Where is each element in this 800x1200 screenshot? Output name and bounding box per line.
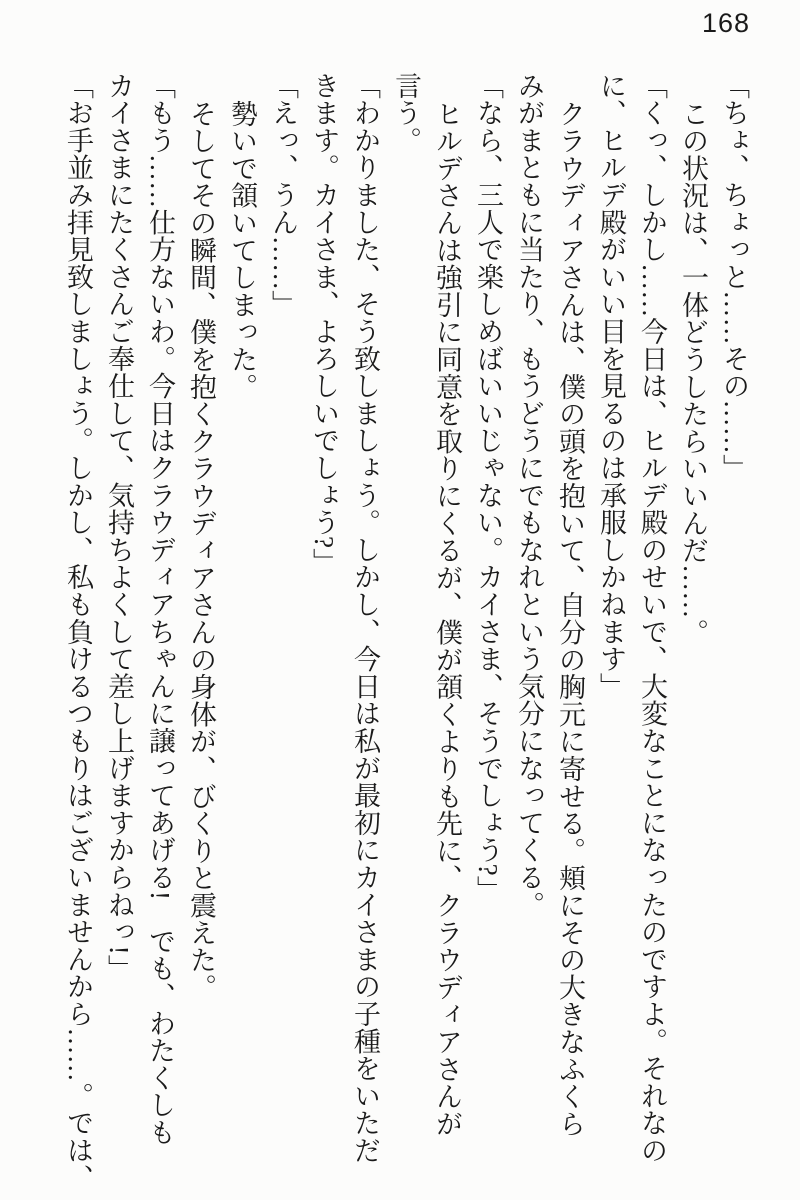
page-number: 168	[701, 8, 750, 38]
paragraph-dialogue: 「なら、三人で楽しめばいいじゃない。カイさま、そうでしょう?」	[473, 72, 503, 904]
paragraph-dialogue: 「えっ、うん……」	[268, 72, 298, 318]
paragraph-dialogue: 「ちょ、ちょっと……その……」	[719, 72, 749, 482]
paragraph-dialogue: 「わかりました、そう致しましょう。しかし、今日は私が最初にカイさまの子種をいただきます。カイさま、よろしいでしょう?」	[309, 72, 380, 1164]
paragraph-narration: この状況は、一体どうしたらいいんだ……。	[678, 99, 708, 646]
paragraph-narration: クラウディアさんは、僕の頭を抱いて、自分の胸元に寄せる。頬にその大きなふくらみがまともに当たり、もうどうにでもなれという気分になってくる。	[514, 72, 585, 1137]
paragraph-narration: 勢いで頷いてしまった。	[227, 99, 257, 400]
paragraph-dialogue: 「もう……仕方ないわ。今日はクラウディアちゃんに譲ってあげる! でも、わたくしもカイさまにたくさんご奉仕して、気持ちよくして差し上げますからねっ!」	[104, 72, 175, 1146]
paragraph-narration: ヒルデさんは強引に同意を取りにくるが、僕が頷くよりも先に、クラウディアさんが言う。	[391, 72, 462, 1137]
main-text-block	[57, 72, 754, 1194]
paragraph-dialogue: 「お手並み拝見致しましょう。しかし、私も負けるつもりはございませんから……。では、	[63, 72, 93, 1192]
paragraph-narration: そしてその瞬間、僕を抱くクラウディアさんの身体が、びくりと震えた。	[186, 99, 216, 1001]
paragraph-dialogue: 「くっ、しかし……今日は、ヒルデ殿のせいで、大変なことになったのですよ。それなのに、ヒルデ殿がいい目を見るのは承服しかねます」	[596, 72, 667, 1164]
